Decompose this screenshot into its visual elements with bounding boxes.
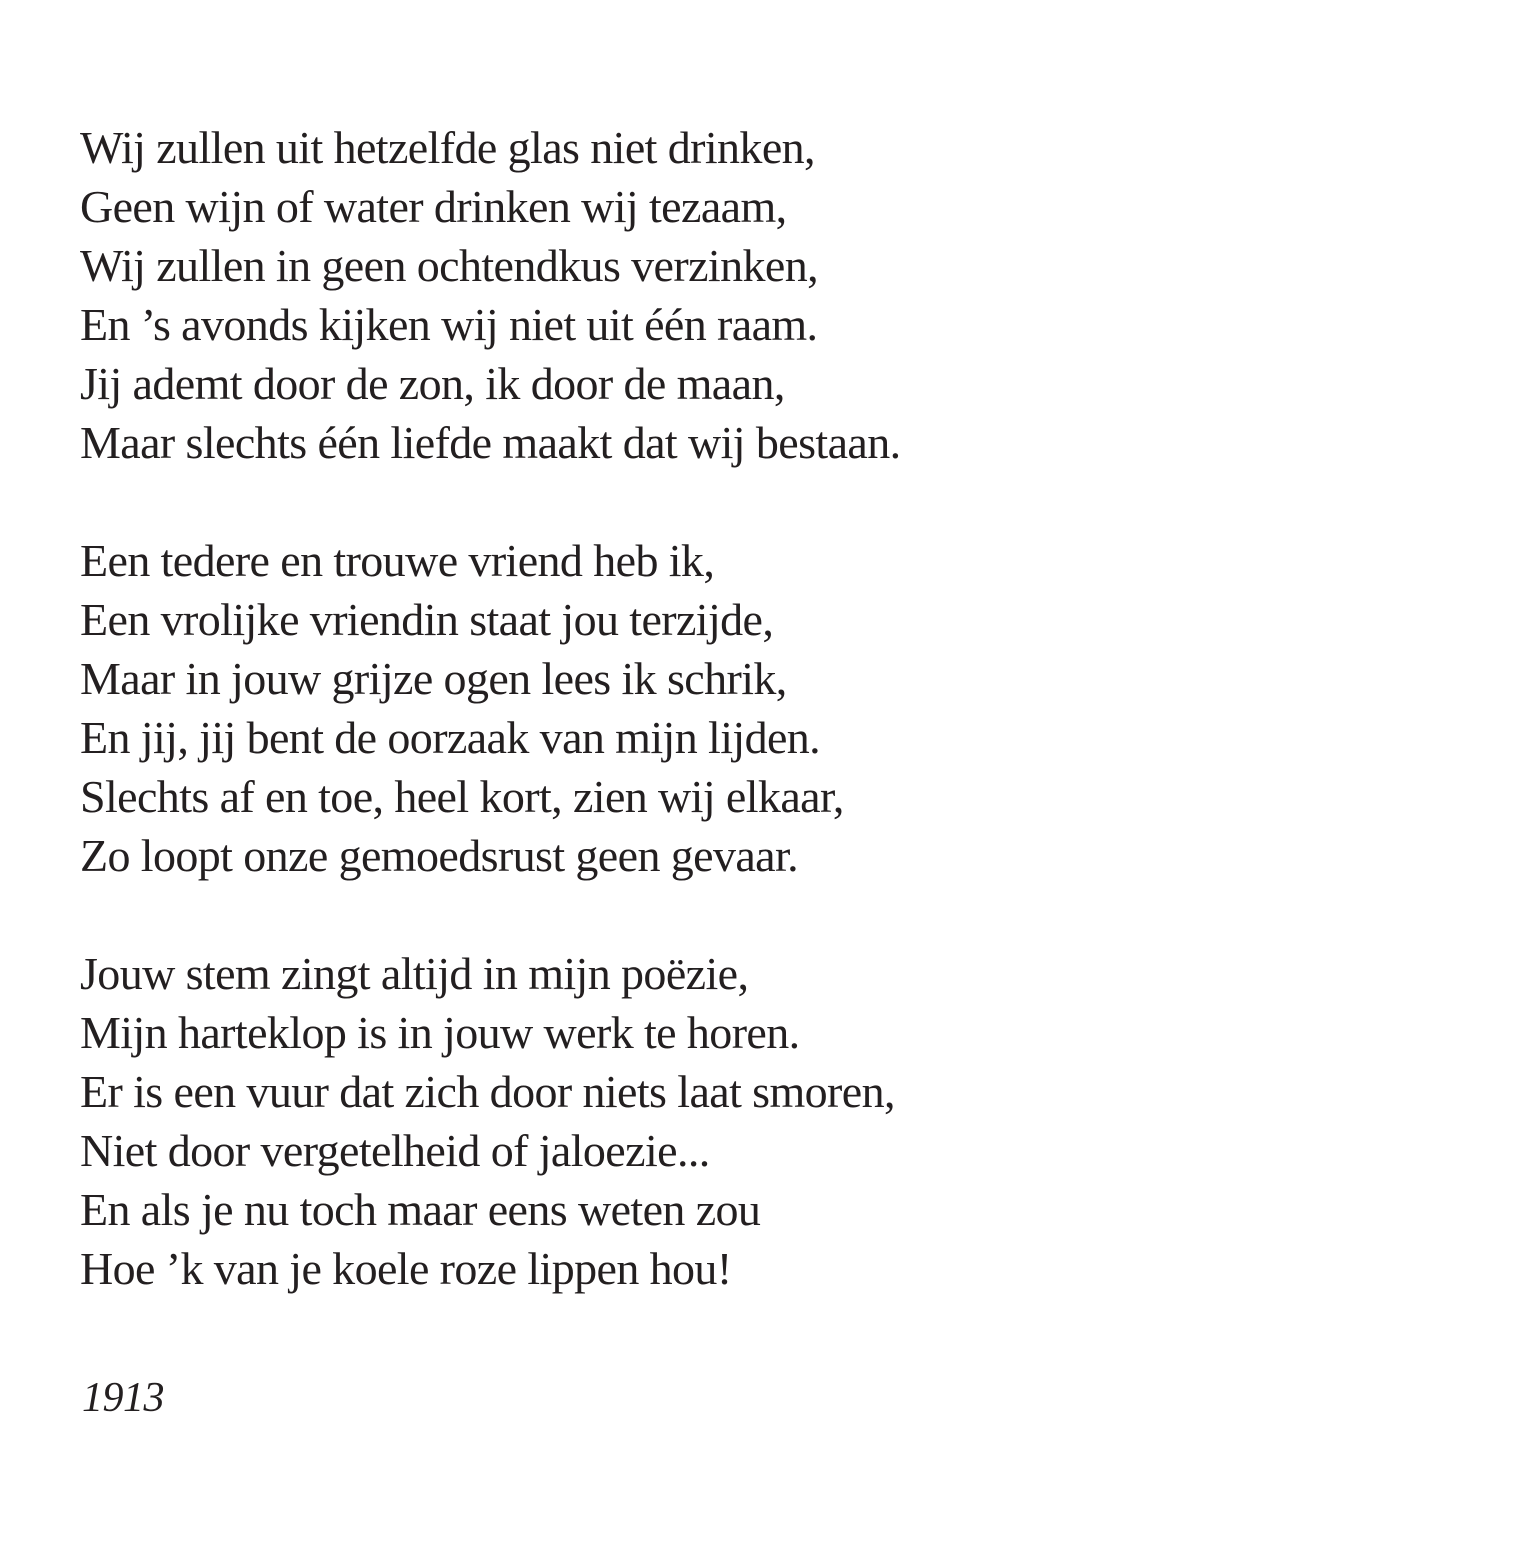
poem-line: Niet door vergetelheid of jaloezie... (80, 1125, 710, 1176)
poem-line: En ’s avonds kijken wij niet uit één raam. (80, 299, 818, 350)
poem-line: Wij zullen in geen ochtendkus verzinken, (80, 240, 819, 291)
stanza-3 (80, 944, 1180, 1298)
poem-line: Jouw stem zingt altijd in mijn poëzie, (80, 948, 749, 999)
poem-line: Jij ademt door de zon, ik door de maan, (80, 358, 785, 409)
poem-line: Maar in jouw grijze ogen lees ik schrik, (80, 653, 787, 704)
poem-line: Zo loopt onze gemoedsrust geen gevaar. (80, 830, 799, 881)
poem-line: Hoe ’k van je koele roze lippen hou! (80, 1243, 732, 1294)
poem-line: Een vrolijke vriendin staat jou terzijde, (80, 594, 774, 645)
poem-line: En als je nu toch maar eens weten zou (80, 1184, 761, 1235)
stanza-2 (80, 531, 1180, 885)
poem-line: Een tedere en trouwe vriend heb ik, (80, 535, 715, 586)
poem-line: Wij zullen uit hetzelfde glas niet drinken, (80, 122, 815, 173)
poem-year: 1913 (82, 1375, 164, 1421)
poem-line: Slechts af en toe, heel kort, zien wij elkaar, (80, 771, 844, 822)
poem (80, 118, 1180, 1298)
stanza-1 (80, 118, 1180, 472)
poem-line: Er is een vuur dat zich door niets laat smoren, (80, 1066, 895, 1117)
poem-line: Maar slechts één liefde maakt dat wij bestaan. (80, 417, 901, 468)
poem-line: En jij, jij bent de oorzaak van mijn lijden. (80, 712, 821, 763)
poem-line: Geen wijn of water drinken wij tezaam, (80, 181, 787, 232)
poem-line: Mijn harteklop is in jouw werk te horen. (80, 1007, 800, 1058)
